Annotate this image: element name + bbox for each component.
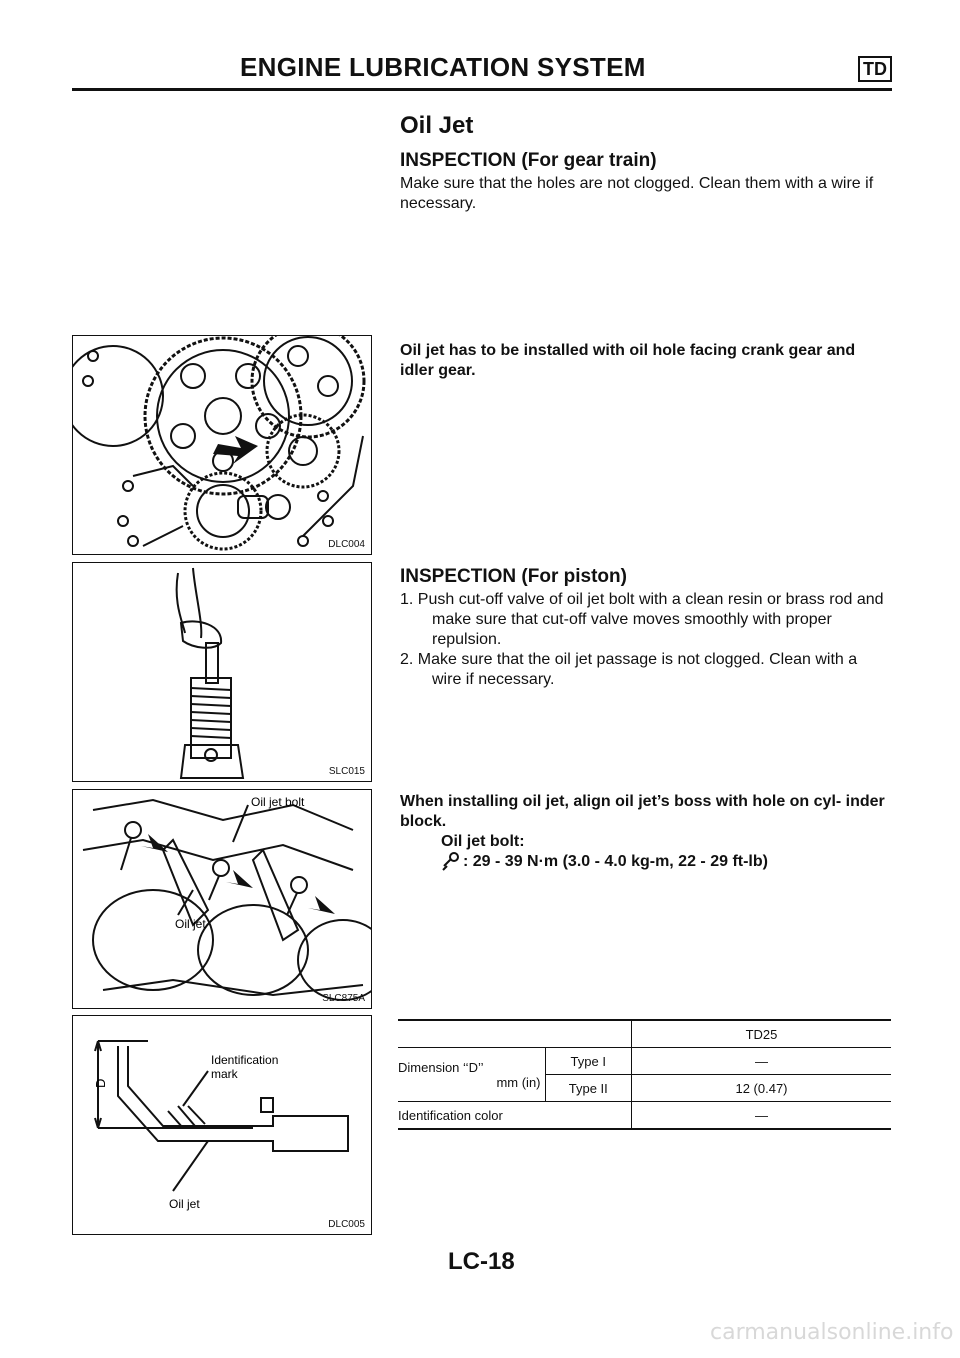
piston-step-2: 2. Make sure that the oil jet passage is not clogged. Clean with a wire if necessary. [400, 651, 858, 688]
figure-piston-valve [72, 562, 372, 782]
cylinder-block-illustration [73, 790, 371, 1008]
figure-oil-jet-install [72, 789, 372, 1009]
oil-jet-dimension-illustration [73, 1016, 371, 1234]
piston-steps [400, 590, 890, 690]
torque-spec [441, 852, 768, 872]
type2-value: 12 (0.47) [632, 1075, 892, 1102]
section-title: Oil Jet [400, 112, 474, 139]
page-number: LC-18 [448, 1248, 515, 1275]
gear-train-text: Make sure that the holes are not clogged. Clean them with a wire if necessary. [400, 175, 874, 212]
figure-gear-train [72, 335, 372, 555]
piston-heading: INSPECTION (For piston) [400, 566, 627, 587]
watermark: carmanualsonline.info [710, 1320, 954, 1345]
gear-train-illustration [73, 336, 371, 554]
oil-jet-label: Oil jet [169, 1197, 200, 1211]
figure-code: DLC005 [328, 1219, 365, 1230]
identification-label-1: Identification [211, 1053, 279, 1067]
type1-label: Type I [545, 1048, 632, 1075]
type1-value: — [632, 1048, 892, 1075]
identification-label-2: mark [211, 1067, 238, 1081]
dimension-d-label: D [93, 1078, 108, 1088]
piston-install-note: When installing oil jet, align oil jet’s boss with hole on cyl- inder block. [400, 793, 885, 830]
header-rule [72, 88, 892, 91]
dimension-d-unit: mm (in) [496, 1074, 541, 1090]
oil-jet-label: Oil jet [175, 917, 206, 931]
dimension-d-cell [398, 1048, 545, 1102]
identification-color-label: Identification color [398, 1102, 632, 1130]
torque-value: : 29 - 39 N·m (3.0 - 4.0 kg-m, 22 - 29 ft-lb) [463, 853, 768, 870]
engine-badge: TD [858, 56, 892, 82]
gear-train-install-note: Oil jet has to be installed with oil hole facing crank gear and idler gear. [400, 342, 856, 379]
section-header-title: ENGINE LUBRICATION SYSTEM [240, 52, 646, 82]
piston-step-1: 1. Push cut-off valve of oil jet bolt with a clean resin or brass rod and make sure that cut-off valve moves smoothly with proper repulsion. [400, 591, 884, 648]
oil-jet-bolt-label: Oil jet bolt [251, 795, 305, 809]
figure-code: SLC875A [322, 993, 365, 1004]
table-col-header: TD25 [632, 1020, 892, 1048]
spec-table [398, 1019, 891, 1130]
dimension-d-row-label: Dimension ‘‘D’’ [398, 1059, 484, 1075]
figure-code: DLC004 [328, 539, 365, 550]
type2-label: Type II [545, 1075, 632, 1102]
figure-code: SLC015 [328, 766, 365, 777]
gear-train-heading: INSPECTION (For gear train) [400, 150, 657, 171]
oil-jet-bolt-illustration [73, 563, 371, 781]
identification-color-value: — [632, 1102, 892, 1130]
torque-label: Oil jet bolt: [441, 833, 525, 850]
figure-oil-jet-dimension [72, 1015, 372, 1235]
torque-wrench-icon [441, 852, 463, 872]
